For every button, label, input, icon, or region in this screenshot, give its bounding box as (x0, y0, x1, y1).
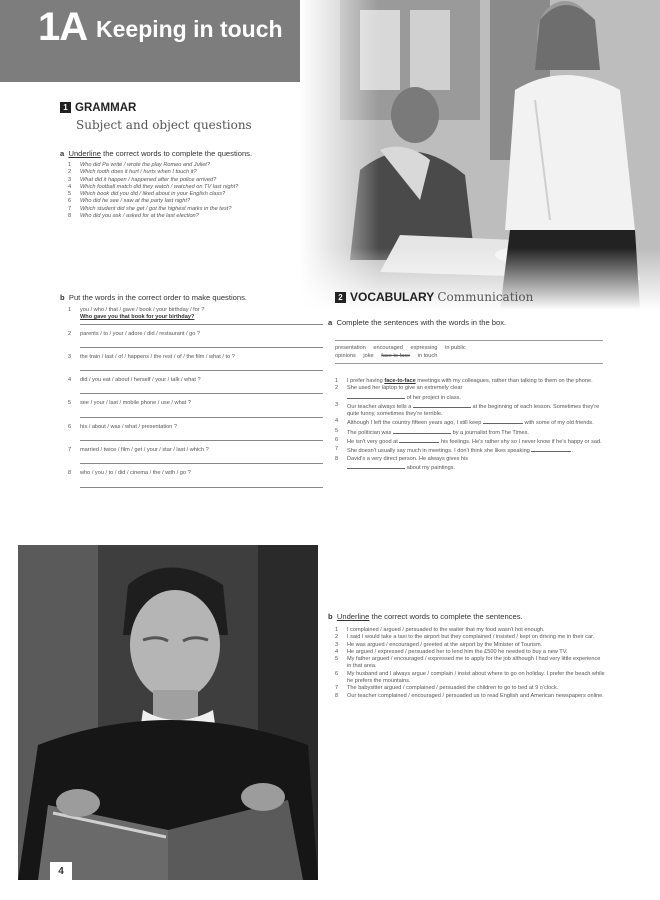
sentence-text: He argued / expressed / persuaded her to lend him the £500 he needed to buy a new TV. (347, 648, 568, 655)
section-number: 1 (60, 102, 71, 113)
list-item: 8 who / you / to / did / cinema / the / with / go ? (68, 470, 323, 487)
answer-line[interactable] (80, 322, 323, 325)
sentence-end: . (571, 448, 573, 455)
sentence-start: She used her laptop to give an extremely clear (347, 385, 463, 392)
vocabulary-heading (335, 290, 533, 304)
grammar-a-list (68, 162, 323, 220)
sentence-start: Our teacher always tells a (347, 403, 412, 410)
vocab-a-list (335, 378, 605, 472)
cafe-photo (300, 0, 660, 310)
list-item: 6 He isn't very good at his feelings. He's rather shy so I never know if he's happy or sad. (335, 437, 602, 446)
section-subheading: Communication (437, 290, 534, 304)
list-item: 3 the train / last / of / happens / the rest / of / the film / what / to ? (68, 354, 323, 371)
question-text: Who did Pa write / wrote the play Romeo and Juliet? (80, 162, 210, 168)
exercise-letter: a (60, 149, 65, 158)
list-item: 7 Which student did she get / got the highest marks in the test? (68, 205, 232, 212)
sentence-start: Although I left the country fifteen years ago, I still keep (347, 420, 482, 427)
sentence-start: David's a very direct person. He always gives his (347, 455, 469, 462)
cafe-photo-illustration (300, 0, 660, 310)
sentence-start: She doesn't usually say much in meetings. I don't think she likes speaking (347, 448, 530, 455)
grammar-a-instruction (60, 149, 252, 158)
question-text: Which student did she get / got the highest marks in the test? (80, 205, 232, 212)
word-box-item: presentation (335, 345, 366, 351)
instruction-text: the correct words to complete the questions. (100, 149, 253, 158)
gap-line[interactable] (347, 393, 405, 399)
jumbled-words: who / you / to / did / cinema / the / with / go ? (80, 470, 191, 477)
list-item: 1 I prefer having face-to-face meetings with my colleagues, rather than talking to them on the phone. (335, 378, 593, 384)
jumbled-words: his / about / was / what / presentation ? (80, 423, 178, 430)
list-item: 6 Who did he see / saw at the party last night? (68, 198, 191, 205)
list-item: 8 David's a very direct person. He always gives his about my paintings. (335, 455, 469, 471)
student-reading-photo (18, 545, 318, 880)
sentence-end: of her project in class. (406, 394, 461, 401)
example-answer: Who gave you that book for your birthday? (80, 314, 195, 321)
sentence-start: He isn't very good at (347, 439, 398, 446)
sentence-text: I complained / argued / persuaded to the waiter that my food wasn't hot enough. (347, 627, 545, 633)
sentence-start: The politician was (347, 429, 392, 436)
instruction-keyword: Underline (336, 612, 370, 621)
vocab-a-instruction (328, 318, 506, 327)
answer-line[interactable] (80, 338, 323, 348)
question-text: Which book did you did / liked about in your English class? (80, 191, 226, 198)
list-item: 8 Who did you ask / asked for at the last election? (68, 213, 199, 220)
question-text: Which football match did they watch / watched on TV last night? (80, 183, 239, 190)
vocab-b-instruction (328, 612, 523, 621)
list-item: 5 My father argued / encouraged / expressed me to apply for the job although I had very little experience in that area. (335, 656, 601, 670)
question-text: Who did you ask / asked for at the last election? (80, 213, 199, 220)
sentence-text: The babysitter argued / complained / persuaded the children to go to bed at 9 o'clock. (347, 685, 559, 692)
exercise-letter: b (60, 293, 65, 302)
sentence-end: by a journalist from The Times. (452, 429, 529, 436)
grammar-heading (60, 102, 136, 114)
list-item: 7 married / twice / film / get / your / star / last / which ? (68, 447, 323, 464)
list-item: 3 He was argued / encouraged / greeted at the airport by the Minister of Tourism. (335, 641, 543, 648)
sentence-end: his feelings. He's rather shy so I never know if he's happy or sad. (440, 439, 602, 446)
list-item: 4 did / you eat / about / herself / your / talk / what ? (68, 377, 323, 394)
sentence-text: Our teacher complained / encouraged / persuaded us to read English and American newspapers online. (347, 692, 604, 699)
list-item: 1 I complained / argued / persuaded to the waiter that my food wasn't hot enough. (335, 627, 545, 633)
sentence-text: My husband and I always argue / complain / insist about where to go on holiday. I prefer the beach while he prefers the mountains. (347, 670, 605, 685)
jumbled-words: you / who / that / gave / book / your birthday / for ? (80, 307, 205, 313)
sentence-text: My father argued / encouraged / expressed me to apply for the job although I had very little experience in that area. (347, 656, 601, 670)
sentence-end: at the beginning of each lesson. Sometimes they're quite funny, sometimes they're terrible. (347, 403, 600, 418)
list-item: 2 I said I would take a taxi to the airport but they complained / insisted / kept on driving me in their car. (335, 634, 595, 641)
jumbled-words: did / you eat / about / herself / your / talk / what ? (80, 377, 201, 384)
list-item: 3 What did it happen / happened after the police arrived? (68, 176, 217, 183)
list-item: 1 Who did Pa write / wrote the play Romeo and Juliet? (68, 162, 210, 168)
answer-line[interactable] (80, 454, 323, 464)
list-item: 4 Although I left the country fifteen years ago, I still keep with some of my old friends. (335, 418, 594, 427)
jumbled-words: the train / last / of / happens / the rest / of / the film / what / to ? (80, 353, 235, 360)
word-box-item-used: face to face (381, 353, 411, 359)
instruction-text: Complete the sentences with the words in the box. (336, 318, 507, 327)
gap-line[interactable] (413, 402, 471, 408)
sentence-end: meetings with my colleagues, rather than talking to them on the phone. (415, 378, 593, 384)
exercise-letter: a (328, 318, 333, 327)
section-heading: VOCABULARY (350, 290, 435, 304)
answer-line[interactable] (80, 478, 323, 488)
list-item: 5 see / your / last / mobile phone / use / what ? (68, 400, 323, 417)
answer-line[interactable] (80, 408, 323, 418)
question-text: Which tooth does it hurt / hurts when I touch it? (80, 169, 197, 176)
list-item: 1 you / who / that / gave / book / your birthday / for ? Who gave you that book for your birthday? (68, 307, 323, 325)
instruction-text: the correct words to complete the sentences. (369, 612, 523, 621)
word-box-item: expressing (410, 345, 438, 351)
unit-banner (0, 0, 345, 82)
word-box-item: joke (363, 353, 374, 359)
grammar-b-instruction (60, 293, 247, 302)
section-heading: GRAMMAR (75, 102, 137, 114)
instruction-keyword: Underline (68, 149, 101, 158)
answer-line[interactable] (80, 384, 323, 394)
word-box-item: in touch (417, 353, 438, 359)
list-item: 7 The babysitter argued / complained / persuaded the children to go to bed at 9 o'clock. (335, 685, 559, 692)
list-item: 4 He argued / expressed / persuaded her to lend him the £500 he needed to buy a new TV. (335, 648, 568, 655)
unit-number: 1A (38, 5, 88, 49)
sentence-start: I prefer having (347, 378, 383, 384)
list-item: 7 She doesn't usually say much in meetings. I don't think she likes speaking . (335, 446, 573, 455)
list-item: 3 Our teacher always tells a at the beginning of each lesson. Sometimes they're quite funny, sometimes they're terrible. (335, 401, 600, 418)
question-text: What did it happen / happened after the police arrived? (80, 176, 217, 183)
list-item: 2 She used her laptop to give an extremely clear of her project in class. (335, 385, 463, 401)
question-text: Who did he see / saw at the party last night? (80, 198, 191, 205)
list-item: 5 Which book did you did / liked about in your English class? (68, 191, 226, 198)
sentence-text: He was argued / encouraged / greeted at the airport by the Minister of Tourism. (347, 641, 543, 648)
list-item: 2 Which tooth does it hurt / hurts when I touch it? (68, 169, 197, 176)
sentence-end: with some of my old friends. (524, 420, 594, 427)
sentence-end: about my paintings. (406, 464, 456, 471)
grammar-subheading: Subject and object questions (76, 118, 252, 132)
word-box-item: opinions (335, 353, 356, 359)
sentence-text: I said I would take a taxi to the airport but they complained / insisted / kept on driving me in their car. (347, 634, 595, 641)
unit-title: Keeping in touch (96, 16, 283, 42)
gap-line[interactable] (399, 437, 439, 443)
jumbled-words: married / twice / film / get / your / star / last / which ? (80, 447, 209, 454)
gap-line[interactable] (347, 463, 405, 469)
student-reading-illustration (18, 545, 318, 880)
word-box-item: encouraged (373, 345, 403, 351)
list-item: 4 Which football match did they watch / watched on TV last night? (68, 183, 239, 190)
exercise-letter: b (328, 612, 333, 621)
word-box-item: in public (445, 345, 466, 351)
list-item: 6 his / about / was / what / presentation ? (68, 424, 323, 441)
section-number: 2 (335, 292, 346, 303)
vocab-b-list (335, 627, 605, 700)
instruction-text: Put the words in the correct order to make questions. (68, 293, 247, 302)
gap-line[interactable] (531, 446, 573, 455)
jumbled-words: see / your / last / mobile phone / use / what ? (80, 400, 192, 407)
word-box (335, 340, 603, 364)
jumbled-words: parents / to / your / adore / did / restaurant / go ? (80, 330, 201, 337)
page-number: 4 (50, 862, 72, 882)
gap-line[interactable] (393, 428, 451, 434)
example-answer: face-to-face (384, 378, 416, 384)
answer-line[interactable] (80, 431, 323, 441)
answer-line[interactable] (80, 361, 323, 371)
list-item: 8 Our teacher complained / encouraged / persuaded us to read English and American newspapers online. (335, 692, 604, 699)
gap-line[interactable] (483, 418, 523, 424)
list-item: 6 My husband and I always argue / complain / insist about where to go on holiday. I prefer the beach while he prefers the mountains. (335, 670, 605, 685)
list-item: 2 parents / to / your / adore / did / restaurant / go ? (68, 331, 323, 348)
grammar-b-list (68, 307, 323, 494)
list-item: 5 The politician was by a journalist from The Times. (335, 427, 529, 436)
